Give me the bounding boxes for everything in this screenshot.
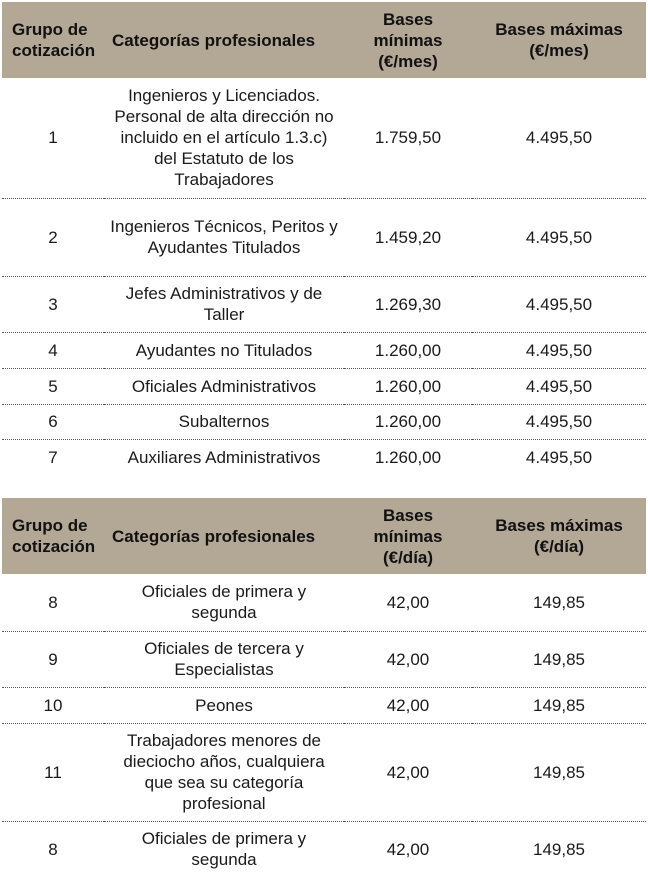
header-min: Bases mínimas (€/mes)	[344, 2, 472, 78]
cell-category: Jefes Administrativos y de Taller	[104, 276, 344, 332]
header-min: Bases mínimas (€/día)	[344, 498, 472, 574]
daily-bases-table	[2, 498, 646, 877]
cell-category: Oficiales de primera y segunda	[104, 574, 344, 631]
table-row	[2, 439, 646, 475]
cell-max: 149,85	[472, 631, 646, 687]
cell-min: 1.459,20	[344, 198, 472, 276]
table-row	[2, 198, 646, 276]
table-row	[2, 332, 646, 368]
table-header-row	[2, 2, 646, 78]
table-row	[2, 687, 646, 723]
cell-category: Oficiales de primera y segunda	[141, 829, 307, 870]
cell-group: 5	[2, 368, 104, 404]
table-header-row	[2, 498, 646, 574]
cell-min: 42,00	[344, 631, 472, 687]
cell-category: Oficiales de tercera y Especialistas	[104, 631, 344, 687]
cell-min: 1.260,00	[374, 447, 442, 467]
table-row	[2, 631, 646, 687]
table-row	[2, 723, 646, 821]
cell-category: Ingenieros Técnicos, Peritos y Ayudantes Titulados	[104, 198, 344, 276]
cell-min: 1.260,00	[344, 404, 472, 439]
cell-category: Trabajadores menores de dieciocho años, cualquiera que sea su categoría profesional	[104, 723, 344, 821]
header-category: Categorías profesionales	[104, 498, 344, 574]
cell-group: 7	[48, 447, 58, 467]
cell-group: 1	[2, 78, 104, 198]
monthly-bases-table	[2, 2, 646, 475]
table-row	[2, 368, 646, 404]
header-group: Grupo de cotización	[2, 2, 104, 78]
cell-category: Ayudantes no Titulados	[104, 332, 344, 368]
cell-max: 149,85	[472, 687, 646, 723]
cell-min: 1.260,00	[344, 368, 472, 404]
header-max: Bases máximas (€/mes)	[472, 2, 646, 78]
cell-group: 2	[2, 198, 104, 276]
cell-category: Subalternos	[104, 404, 344, 439]
cell-group: 6	[2, 404, 104, 439]
header-category: Categorías profesionales	[104, 2, 344, 78]
cell-min: 42,00	[344, 687, 472, 723]
cell-max: 4.495,50	[472, 78, 646, 198]
cell-max: 4.495,50	[472, 276, 646, 332]
cell-group: 10	[2, 687, 104, 723]
table-row	[2, 574, 646, 631]
header-max: Bases máximas (€/día)	[472, 498, 646, 574]
cell-min: 42,00	[344, 723, 472, 821]
cell-max: 149,85	[472, 723, 646, 821]
table-row	[2, 78, 646, 198]
cell-group: 3	[2, 276, 104, 332]
table-row	[2, 821, 646, 877]
cell-min: 42,00	[386, 839, 430, 859]
cell-max: 4.495,50	[472, 404, 646, 439]
cell-group: 8	[2, 574, 104, 631]
cell-group: 4	[2, 332, 104, 368]
cell-max: 4.495,50	[472, 368, 646, 404]
cell-category: Peones	[104, 687, 344, 723]
table-row	[2, 276, 646, 332]
cell-group: 8	[48, 839, 58, 859]
table-row	[2, 404, 646, 439]
cell-min: 1.269,30	[344, 276, 472, 332]
cell-category: Ingenieros y Licenciados. Personal de alta dirección no incluido en el artículo 1.3.c) del Estatuto de los Trabajadores	[104, 78, 344, 198]
cell-max: 4.495,50	[472, 198, 646, 276]
cell-max: 149,85	[533, 839, 585, 859]
header-group: Grupo de cotización	[2, 498, 104, 574]
cell-max: 4.495,50	[525, 447, 593, 467]
cell-max: 4.495,50	[472, 332, 646, 368]
cell-group: 9	[2, 631, 104, 687]
cell-max: 149,85	[472, 574, 646, 631]
cell-group: 11	[2, 723, 104, 821]
cell-category: Auxiliares Administrativos	[127, 447, 321, 467]
cell-min: 42,00	[344, 574, 472, 631]
cell-category: Oficiales Administrativos	[104, 368, 344, 404]
cell-min: 1.260,00	[344, 332, 472, 368]
cell-min: 1.759,50	[344, 78, 472, 198]
